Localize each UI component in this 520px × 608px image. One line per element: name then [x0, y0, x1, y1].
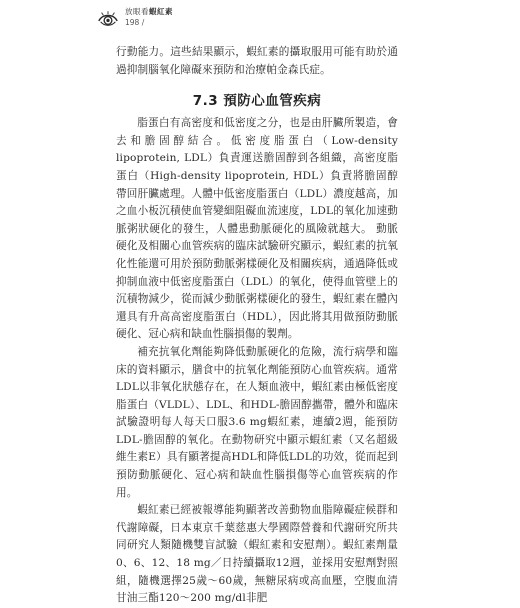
book-title — [125, 8, 173, 17]
paragraph-3: 蝦紅素已經被報導能夠顯著改善動物血脂障礙症候群和代謝障礙，日本東京千葉慈惠大學國際營養和代謝研究所共同研究人類隨機雙盲試驗（蝦紅素和安慰劑）。蝦紅素劑量0、6、12、18 mg／日持續攝取12週，並採用安慰劑對照組，隨機選擇25歲～60歲，無糖尿病或高血壓，空腹血清甘油三酯120～200 mg/dl非肥 — [116, 504, 398, 605]
paragraph-1: 脂蛋白有高密度和低密度之分，也是由肝臟所製造，會去和膽固醇結合。低密度脂蛋白（Low-density lipoprotein, LDL）負責運送膽固醇到各組織，高密度脂蛋白（High-density lipoprotein, HDL）負責將膽固醇帶回肝臟處理。人體中低密度脂蛋白（LDL）濃度越高，加之血小板沉積使血管變細阻礙血流速度，LDL的氧化加速動脈粥狀硬化的發生，人體患動脈硬化的風險就越大。 動脈硬化及相關心血管疾病的臨床試驗研究顯示，蝦紅素的抗氧化性能還可用於預防動脈粥樣硬化及相關疾病，通過降低或抑制血液中低密度脂蛋白（LDL）的氧化，使得血管壁上的沉積物減少，從而減少動脈粥樣硬化的發生，蝦紅素在體內還具有升高高密度脂蛋白（HDL），因此將其用做預防動脈硬化、冠心病和缺血性腦損傷的製劑。 — [116, 117, 398, 341]
book-title-bold: 蝦紅素 — [149, 7, 173, 16]
paragraph-continuation: 行動能力。這些結果顯示，蝦紅素的攝取服用可能有助於通過抑制腦氧化障礙來預防和治療帕金森氏症。 — [116, 46, 398, 76]
page-number: 198 / — [125, 17, 145, 27]
section-heading: 7.3 預防心血管疾病 — [192, 93, 322, 110]
body-text — [116, 44, 398, 608]
running-header — [97, 8, 173, 31]
paragraph-2: 補充抗氧化劑能夠降低動脈硬化的危險，流行病學和臨床的資料顯示，膳食中的抗氧化劑能預防心血管疾病。通常LDL以非氧化狀態存在，在人類血液中，蝦紅素由極低密度脂蛋白（VLDL）、LDL、和HDL-膽固醇攜帶，體外和臨床試驗證明每人每天口服3.6 mg蝦紅素，連續2週，能預防LDL-膽固醇的氧化。在動物研究中顯示蝦紅素（又名超級維生素E）具有顯著提高HDL和降低LDL的功效，從而起到預防動脈硬化、冠心病和缺血性腦損傷等心血管疾病的作用。 — [116, 345, 398, 499]
eye-logo-icon — [97, 9, 119, 31]
book-title-prefix: 放眼看 — [125, 7, 149, 16]
